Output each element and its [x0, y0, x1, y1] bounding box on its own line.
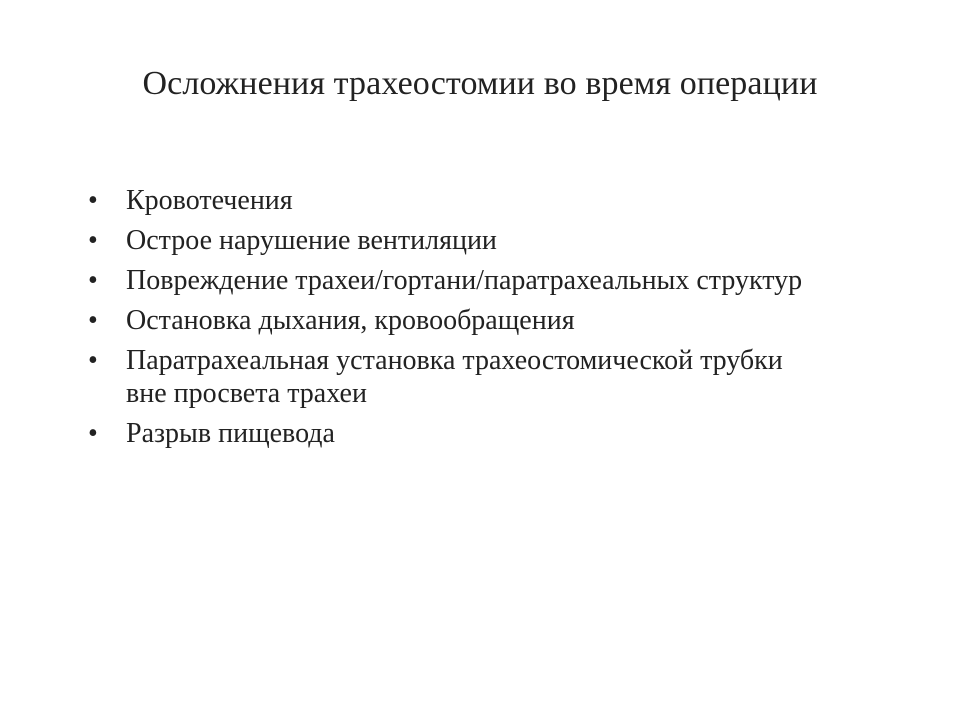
slide-title: Осложнения трахеостомии во время операции	[142, 65, 818, 102]
bullet-icon: •	[88, 345, 98, 376]
bullet-item-1	[88, 184, 808, 217]
bullet-list	[88, 184, 808, 457]
bullet-item-3	[88, 264, 808, 297]
bullet-icon: •	[88, 418, 98, 449]
bullet-icon: •	[88, 265, 98, 296]
bullet-text: Паратрахеальная установка трахеостомической трубки вне просвета трахеи	[126, 345, 783, 409]
bullet-text: Остановка дыхания, кровообращения	[126, 305, 575, 336]
bullet-item-6	[88, 417, 808, 450]
bullet-icon: •	[88, 185, 98, 216]
bullet-text: Разрыв пищевода	[126, 418, 335, 449]
bullet-item-5	[88, 344, 808, 410]
bullet-icon: •	[88, 225, 98, 256]
bullet-item-4	[88, 304, 808, 337]
bullet-text: Кровотечения	[126, 185, 293, 216]
bullet-icon: •	[88, 305, 98, 336]
bullet-text: Повреждение трахеи/гортани/паратрахеальных структур	[126, 265, 803, 296]
bullet-item-2	[88, 224, 808, 257]
bullet-text: Острое нарушение вентиляции	[126, 225, 497, 256]
